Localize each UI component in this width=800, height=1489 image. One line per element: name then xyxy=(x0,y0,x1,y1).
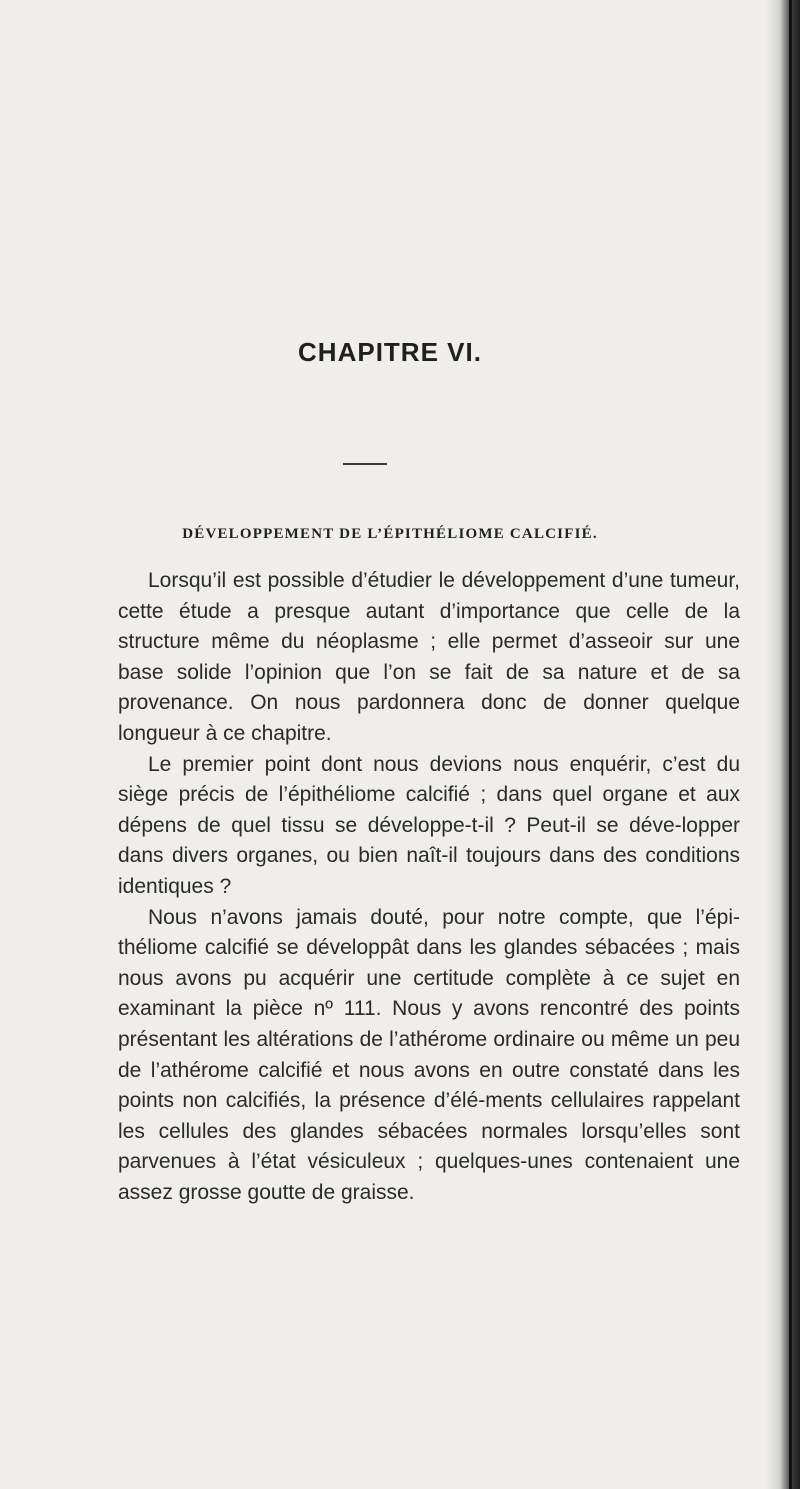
paragraph-2: Le premier point dont nous devions nous enquérir, c’est du siège précis de l’épithéliome calcifié ; dans quel organe et aux dépens de quel tissu se développe-t-il ? Peut-il se déve-lopper dans divers organes, ou bien naît-il toujours dans des conditions identiques ? xyxy=(118,752,740,898)
page-binding-line xyxy=(789,0,792,1489)
body-text xyxy=(118,566,740,1208)
chapter-title: CHAPITRE VI. xyxy=(298,337,482,367)
paragraph-1: Lorsqu’il est possible d’étudier le développement d’une tumeur, cette étude a presque autant d’importance que celle de la structure même du néoplasme ; elle permet d’asseoir sur une base solide l’opinion que l’on se fait de sa nature et de sa provenance. On nous pardonnera donc de donner quelque longueur à ce chapitre. xyxy=(118,569,740,745)
title-divider xyxy=(343,463,387,465)
section-title: DÉVELOPPEMENT DE L’ÉPITHÉLIOME CALCIFIÉ. xyxy=(182,526,598,542)
page-binding-edge xyxy=(766,0,800,1489)
paragraph-3: Nous n’avons jamais douté, pour notre compte, que l’épi-théliome calcifié se développât dans les glandes sébacées ; mais nous avons pu acquérir une certitude complète à ce sujet en examinant la pièce nº 111. Nous y avons rencontré des points présentant les altérations de l’athérome ordinaire ou même un peu de l’athérome calcifié et nous avons en outre constaté dans les points non calcifiés, la présence d’élé-ments cellulaires rappelant les cellules des glandes sébacées normales lorsqu’elles sont parvenues à l’état vésiculeux ; quelques-unes contenaient une assez grosse goutte de graisse. xyxy=(118,905,740,1204)
